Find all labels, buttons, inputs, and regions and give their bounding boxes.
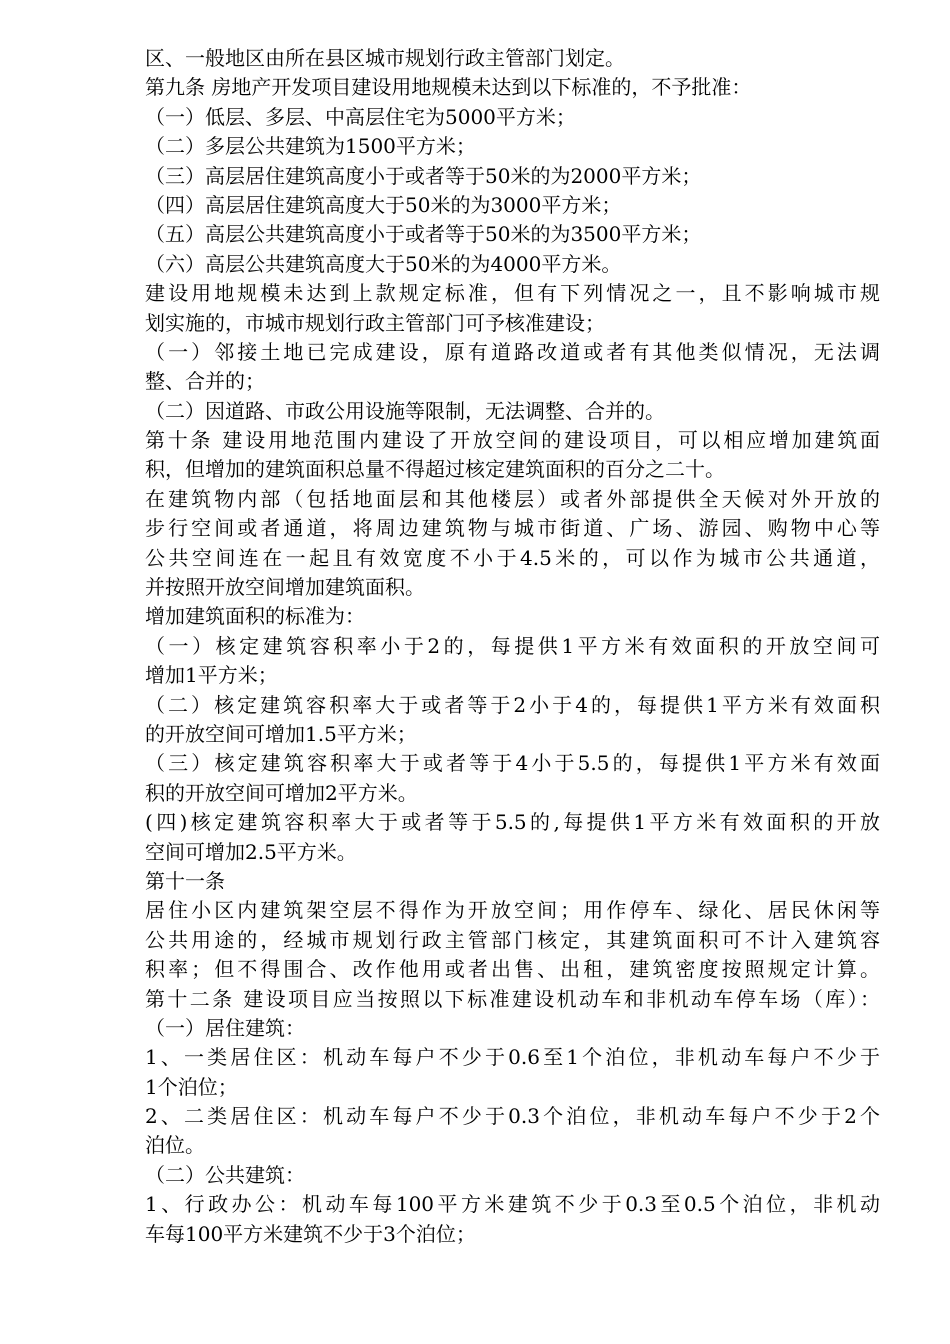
text-line: 步行空间或者通道，将周边建筑物与城市街道、广场、游园、购物中心等 (145, 516, 880, 541)
text-line: 空间可增加2.5平方米。 (145, 839, 357, 864)
text-line: 整、合并的； (145, 369, 265, 394)
text-line: 1、行政办公：机动车每100平方米建筑不少于0.3至0.5个泊位，非机动 (145, 1192, 880, 1217)
text-line: 1、一类居住区：机动车每户不少于0.6至1个泊位，非机动车每户不少于 (145, 1045, 880, 1070)
text-line: （一）核定建筑容积率小于2的，每提供1平方米有效面积的开放空间可 (145, 633, 880, 658)
text-line: 公共用途的，经城市规划行政主管部门核定，其建筑面积可不计入建筑容 (145, 927, 880, 952)
text-line: 积的开放空间可增加2平方米。 (145, 780, 418, 805)
document-body (145, 44, 880, 1249)
text-line: 第九条 房地产开发项目建设用地规模未达到以下标准的，不予批准： (145, 75, 752, 100)
text-line: （一）居住建筑： (145, 1015, 305, 1040)
text-line: （二）核定建筑容积率大于或者等于2小于4的，每提供1平方米有效面积 (145, 692, 880, 717)
text-line: 在建筑物内部（包括地面层和其他楼层）或者外部提供全天候对外开放的 (145, 486, 880, 511)
text-line: （二）公共建筑： (145, 1162, 305, 1187)
text-line: （四）高层居住建筑高度大于50米的为3000平方米； (145, 192, 622, 217)
text-line: （三）核定建筑容积率大于或者等于4小于5.5的，每提供1平方米有效面 (145, 751, 880, 776)
text-line: 增加建筑面积的标准为： (145, 604, 365, 629)
text-line: 划实施的，市城市规划行政主管部门可予核准建设； (145, 310, 605, 335)
text-line: 建设用地规模未达到上款规定标准，但有下列情况之一，且不影响城市规 (145, 281, 880, 306)
text-line: 第十条 建设用地范围内建设了开放空间的建设项目，可以相应增加建筑面 (145, 428, 880, 453)
text-line: 车每100平方米建筑不少于3个泊位； (145, 1221, 476, 1246)
text-line: 第十二条 建设项目应当按照以下标准建设机动车和非机动车停车场（库）： (145, 986, 880, 1011)
text-line: 2、二类居住区：机动车每户不少于0.3个泊位，非机动车每户不少于2个 (145, 1104, 880, 1129)
text-line: 公共空间连在一起且有效宽度不小于4.5米的，可以作为城市公共通道， (145, 545, 880, 570)
text-line: 1个泊位； (145, 1074, 238, 1099)
text-line: 居住小区内建筑架空层不得作为开放空间；用作停车、绿化、居民休闲等 (145, 898, 880, 923)
text-line: （一）低层、多层、中高层住宅为5000平方米； (145, 104, 576, 129)
text-line: （三）高层居住建筑高度小于或者等于50米的为2000平方米； (145, 163, 702, 188)
text-line: 并按照开放空间增加建筑面积。 (145, 575, 425, 600)
text-line: (四)核定建筑容积率大于或者等于5.5的,每提供1平方米有效面积的开放 (145, 810, 880, 835)
text-line: 的开放空间可增加1.5平方米； (145, 721, 417, 746)
text-line: （五）高层公共建筑高度小于或者等于50米的为3500平方米； (145, 222, 702, 247)
text-line: 积，但增加的建筑面积总量不得超过核定建筑面积的百分之二十。 (145, 457, 725, 482)
text-line: （六）高层公共建筑高度大于50米的为4000平方米。 (145, 251, 622, 276)
text-line: （二）因道路、市政公用设施等限制，无法调整、合并的。 (145, 398, 665, 423)
text-line: 积率；但不得围合、改作他用或者出售、出租，建筑密度按照规定计算。 (145, 957, 880, 982)
text-line: （二）多层公共建筑为1500平方米； (145, 134, 476, 159)
text-line: 泊位。 (145, 1133, 205, 1158)
text-line: （一）邻接土地已完成建设，原有道路改道或者有其他类似情况，无法调 (145, 339, 880, 364)
text-line: 区、一般地区由所在县区城市规划行政主管部门划定。 (145, 46, 625, 70)
text-line: 第十一条 (145, 868, 225, 893)
text-line: 增加1平方米； (145, 663, 278, 688)
